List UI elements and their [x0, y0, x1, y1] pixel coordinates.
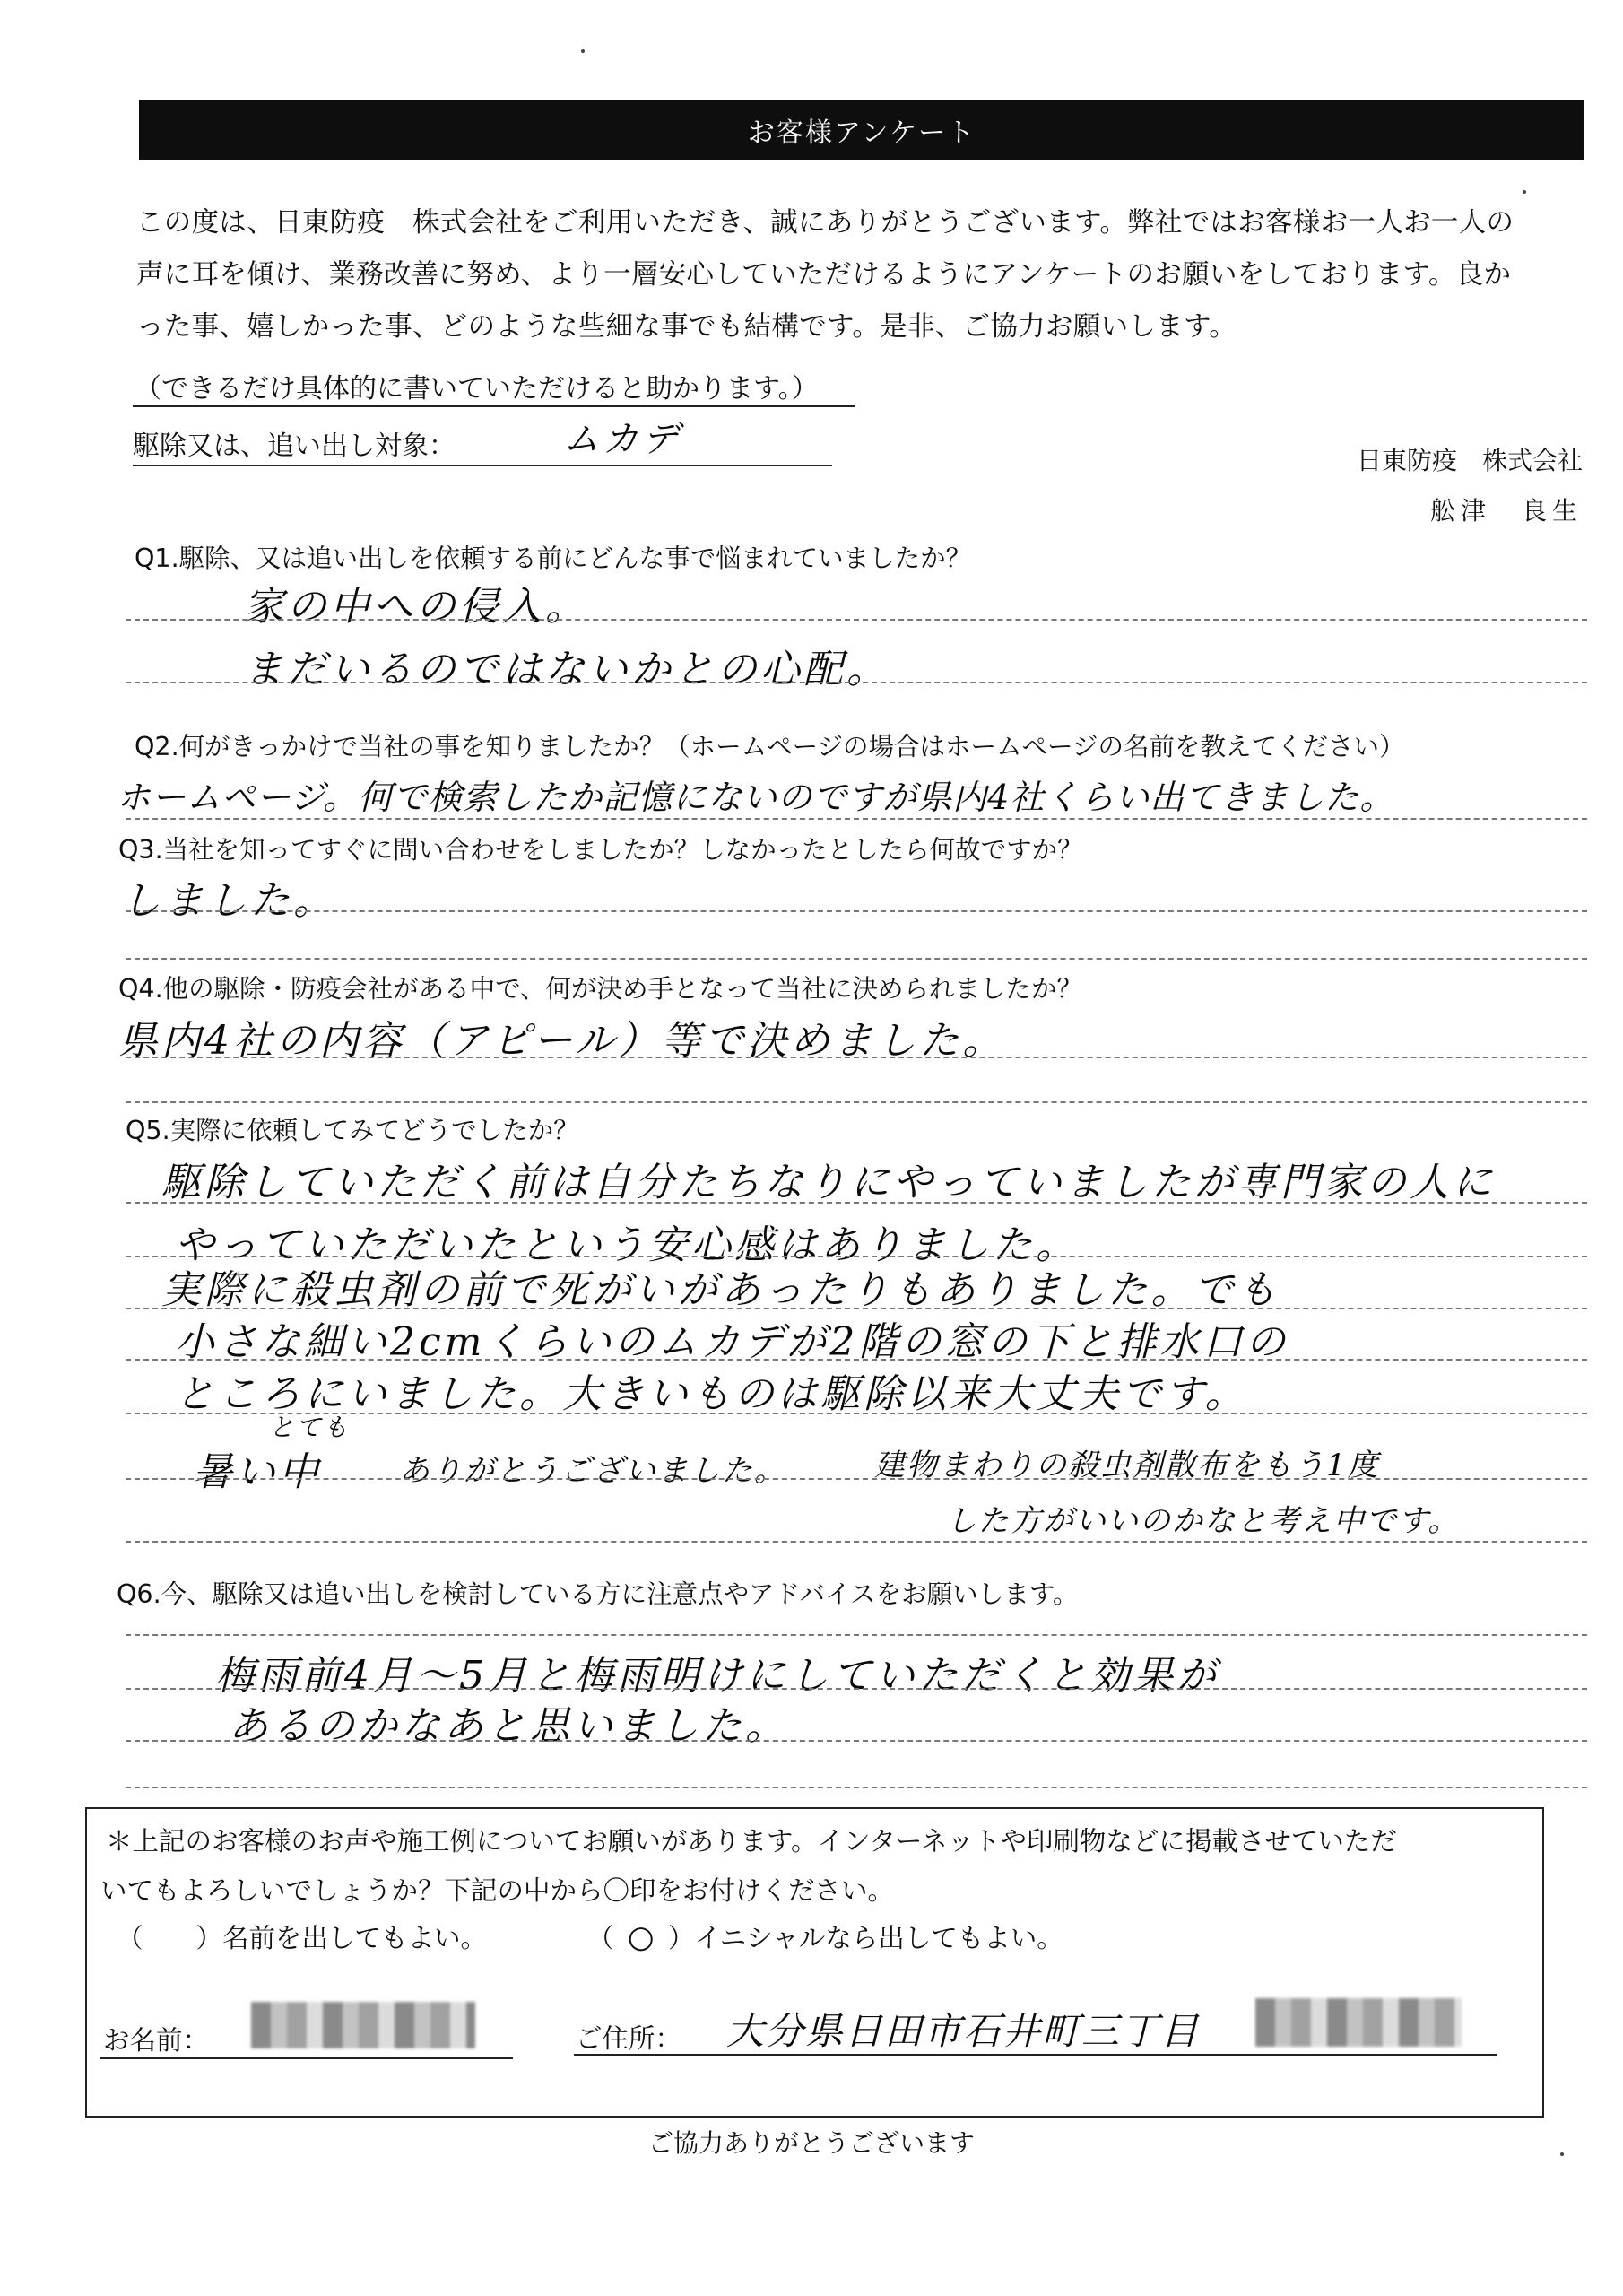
intro-note: （できるだけ具体的に書いていただけると助かります。） — [135, 373, 819, 404]
consent-text: ＊上記のお客様のお声や施工例についてお願いがあります。インターネットや印刷物などに掲載させていただ — [106, 1826, 1397, 1857]
redacted-name — [251, 2002, 475, 2048]
q5-answer-line: 駆除していただく前は自分たちなりにやっていましたが専門家の人に — [161, 1160, 1496, 1205]
q5-question: Q5.実際に依頼してみてどうでしたか？ — [126, 1116, 579, 1145]
address-answer: 大分県日田市石井町三丁目 — [726, 2009, 1201, 2053]
answer-rule — [126, 910, 1587, 912]
answer-rule — [126, 1202, 1587, 1204]
address-underline — [574, 2054, 1497, 2056]
q6-answer-line: あるのかなあと思いました。 — [229, 1703, 788, 1749]
speck — [581, 49, 585, 53]
q1-question: Q1.駆除、又は追い出しを依頼する前にどんな事で悩まれていましたか？ — [135, 544, 972, 573]
q5-answer-line: ところにいました。大きいものは駆除以来大丈夫です。 — [175, 1371, 1248, 1417]
q4-question: Q4.他の駆除・防疫会社がある中で、何が決め手となって当社に決められましたか？ — [118, 974, 1083, 1004]
answer-rule — [126, 682, 1587, 683]
note-underline — [133, 405, 855, 407]
q2-answer-line: ホームページ。何で検索したか記憶にないのですが県内4社くらい出てきました。 — [117, 778, 1395, 817]
q5-answer-line: 暑い中 — [193, 1449, 322, 1495]
answer-rule — [126, 958, 1587, 960]
q5-answer-line: 実際に殺虫剤の前で死がいがあったりもありました。でも — [161, 1267, 1280, 1313]
q6-answer-line: 梅雨前4月～5月と梅雨明けにしていただくと効果が — [215, 1653, 1219, 1699]
speck — [1523, 190, 1526, 194]
answer-rule — [126, 1057, 1587, 1058]
answer-rule — [126, 1359, 1587, 1361]
representative-name: 舩津 良生 — [1429, 496, 1583, 526]
answer-rule — [126, 1787, 1587, 1788]
q5-answer-line: やっていただいたという安心感はありました。 — [175, 1222, 1079, 1268]
target-underline — [133, 465, 832, 466]
redacted-address — [1255, 1998, 1462, 2047]
q5-answer-line: 小さな細い2cmくらいのムカデが2階の窓の下と排水口の — [175, 1319, 1289, 1365]
option-paren: （ — [587, 1923, 614, 1953]
q1-answer-line: まだいるのではないかとの心配。 — [244, 647, 890, 692]
company-name: 日東防疫 株式会社 — [1356, 446, 1583, 475]
name-underline — [100, 2057, 513, 2059]
survey-title-bar — [139, 100, 1584, 160]
intro-paragraph — [136, 197, 1589, 353]
q1-answer-line: 家の中への侵入。 — [244, 584, 588, 630]
target-label: 駆除又は、追い出し対象： — [133, 430, 456, 462]
intro-line: この度は、日東防疫 株式会社をご利用いただき、誠にありがとうございます。弊社ではお客様お一人お一人の — [136, 207, 1515, 239]
q5-answer-line: ありがとうございました。 — [399, 1453, 786, 1489]
q3-answer-line: しました。 — [121, 878, 336, 924]
q6-question: Q6.今、駆除又は追い出しを検討している方に注意点やアドバイスをお願いします。 — [117, 1579, 1079, 1609]
answer-rule — [126, 619, 1587, 621]
q2-question: Q2.何がきっかけで当社の事を知りましたか？（ホームページの場合はホームページの名前を教えてください） — [135, 732, 1405, 761]
answer-rule — [126, 1478, 1587, 1480]
intro-line: 声に耳を傾け、業務改善に努め、より一層安心していただけるようにアンケートのお願いをしております。良か — [136, 259, 1512, 291]
answer-rule — [126, 818, 1587, 820]
answer-rule — [126, 1634, 1587, 1636]
target-answer: ムカデ — [563, 419, 681, 460]
consent-text: いてもよろしいでしょうか？下記の中から〇印をお付けください。 — [100, 1875, 895, 1906]
answer-rule — [126, 1688, 1587, 1690]
q5-answer-insert: とても — [269, 1413, 351, 1442]
thank-you-footer: ご協力ありがとうございます — [647, 2128, 975, 2158]
option-label: ）イニシャルなら出してもよい。 — [667, 1923, 1063, 1953]
q4-answer-line: 県内4社の内容（アピール）等で決めました。 — [118, 1018, 1006, 1064]
answer-rule — [126, 1101, 1587, 1103]
answer-rule — [126, 1740, 1587, 1742]
name-label: お名前： — [103, 2025, 210, 2056]
answer-rule — [126, 1541, 1587, 1543]
consent-option-initials[interactable] — [587, 1918, 1063, 1955]
address-label: ご住所： — [576, 2023, 682, 2054]
q5-answer-line: 建物まわりの殺虫剤散布をもう1度 — [874, 1448, 1380, 1483]
q3-question: Q3.当社を知ってすぐに問い合わせをしましたか？しなかったとしたら何故ですか？ — [118, 835, 1083, 865]
intro-line: った事、嬉しかった事、どのような些細な事でも結構です。是非、ご協力お願いします。 — [136, 311, 1237, 343]
consent-option-name: （ ）名前を出してもよい。 — [117, 1923, 488, 1953]
survey-title: お客様アンケート — [747, 117, 976, 149]
q5-answer-line: した方がいいのかなと考え中です。 — [946, 1503, 1461, 1539]
option-circle-mark: ○ — [627, 1919, 655, 1955]
